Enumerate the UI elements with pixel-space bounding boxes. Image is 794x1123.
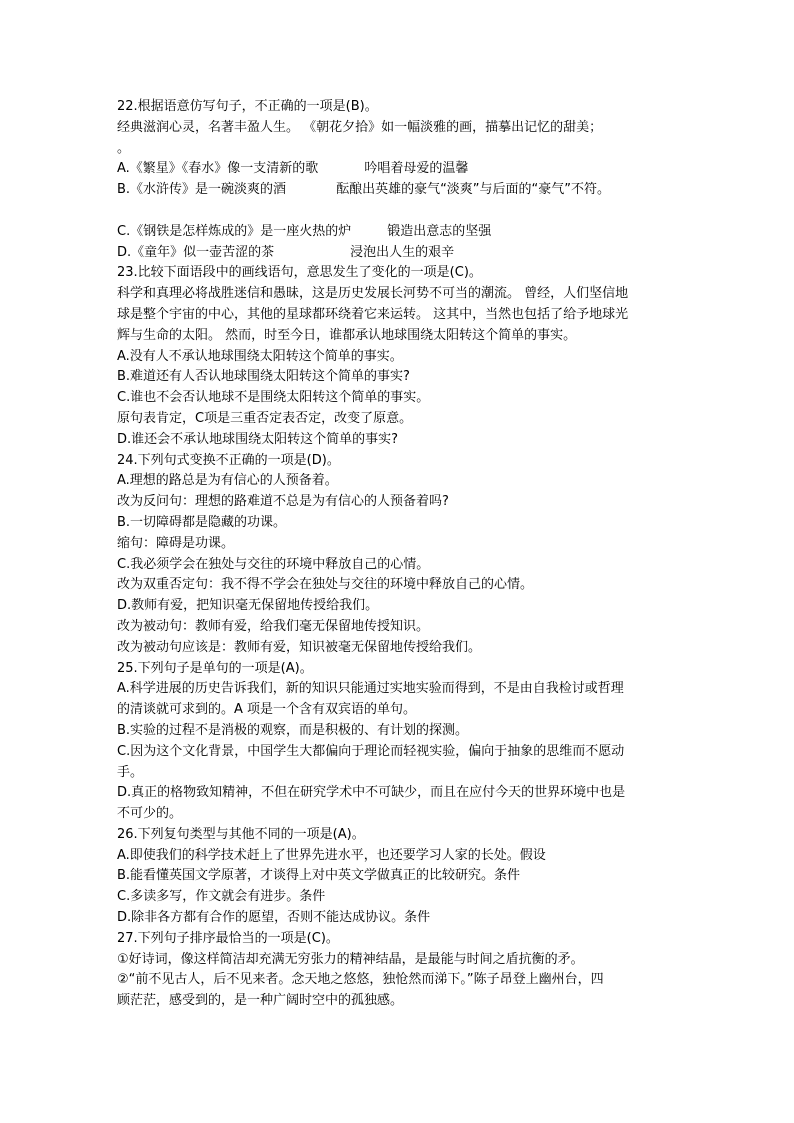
question-25-option-d-cont: 不可少的。	[117, 806, 183, 822]
blank-line	[117, 201, 687, 222]
question-24-option-a-transform: 改为反问句：理想的路难道不总是为有信心的人预备着吗?	[117, 494, 449, 510]
question-23-stem: 23.比较下面语段中的画线语句，意思发生了变化的一项是(C)。	[117, 265, 482, 281]
question-23-passage-line: 辉与生命的太阳。 然而，时至今日，谁都承认地球围绕太阳转这个简单的事实。	[117, 327, 577, 343]
option-d-part1: D.《童年》似一壶苦涩的茶	[117, 244, 275, 260]
question-22-option-c	[117, 222, 687, 243]
question-22-option-a	[117, 159, 687, 180]
option-b-part2: 酝酿出英雄的豪气“淡爽”与后面的“豪气”不符。	[336, 182, 611, 198]
question-25-stem: 25.下列句子是单句的一项是(A)。	[117, 660, 313, 676]
option-a-part2: 吟唱着母爱的温馨	[364, 161, 469, 177]
question-24-option-d: D.教师有爱，把知识毫无保留地传授给我们。	[117, 598, 379, 614]
question-22-option-b	[117, 180, 687, 201]
question-22-prompt-end: 。	[117, 140, 131, 156]
question-25-option-a-cont: 的清谈就可求到的。A 项是一个含有双宾语的单句。	[117, 702, 417, 718]
option-c-part2: 锻造出意志的坚强	[387, 223, 492, 239]
question-26-option-d: D.除非各方都有合作的愿望，否则不能达成协议。条件	[117, 910, 431, 926]
question-26-stem: 26.下列复句类型与其他不同的一项是(A)。	[117, 826, 365, 842]
question-24-stem: 24.下列句式变换不正确的一项是(D)。	[117, 452, 340, 468]
question-24-option-c-transform: 改为双重否定句：我不得不学会在独处与交往的环境中释放自己的心情。	[117, 577, 534, 593]
question-22-stem: 22.根据语意仿写句子，不正确的一项是(B)。	[117, 99, 378, 114]
question-26-option-a: A.即使我们的科学技术赶上了世界先进水平，也还要学习人家的长处。假设	[117, 847, 546, 863]
question-27-sentence-2: ②“前不见古人，后不见来者。念天地之悠悠，独怆然而涕下。”陈子昂登上幽州台，四	[117, 972, 604, 988]
question-26-option-b: B.能看懂英国文学原著，才谈得上对中英文学做真正的比较研究。条件	[117, 868, 521, 884]
question-25-option-c: C.因为这个文化背景，中国学生大都偏向于理论而轻视实验，偏向于抽象的思维而不愿动	[117, 743, 625, 759]
question-22-option-d	[117, 243, 687, 264]
option-d-part2: 浸泡出人生的艰辛	[350, 244, 455, 260]
question-27-sentence-2-cont: 顾茫茫，感受到的，是一种广阔时空中的孤独感。	[117, 993, 404, 1009]
question-23-option-b: B.难道还有人否认地球围绕太阳转这个简单的事实?	[117, 369, 410, 385]
option-c-part1: C.《钢铁是怎样炼成的》是一座火热的炉	[117, 223, 352, 239]
question-23-option-d: D.谁还会不承认地球围绕太阳转这个简单的事实?	[117, 431, 399, 447]
question-25-option-d: D.真正的格物致知精神，不但在研究学术中不可缺少，而且在应付今天的世界环境中也是	[117, 785, 626, 801]
question-27-stem: 27.下列句子排序最恰当的一项是(C)。	[117, 930, 339, 946]
question-25-option-c-cont: 手。	[117, 764, 144, 780]
question-23-explanation: 原句表肯定，C项是三重否定表否定，改变了原意。	[117, 410, 413, 426]
question-25-option-b: B.实验的过程不是消极的观察，而是积极的、有计划的探测。	[117, 722, 469, 738]
question-24-option-a: A.理想的路总是为有信心的人预备着。	[117, 473, 338, 489]
question-24-option-d-transform: 改为被动句：教师有爱，给我们毫无保留地传授知识。	[117, 618, 430, 634]
question-23-option-c: C.谁也不会否认地球不是围绕太阳转这个简单的事实。	[117, 390, 430, 406]
question-22-prompt: 经典滋润心灵，名著丰盈人生。 《朝花夕拾》如一幅淡雅的画，描摹出记忆的甜美；	[117, 119, 603, 135]
document-page	[117, 97, 687, 1012]
question-25-option-a: A.科学进展的历史告诉我们，新的知识只能通过实地实验而得到，不是由自我检讨或哲理	[117, 681, 624, 697]
question-24-option-b: B.一切障碍都是隐藏的功课。	[117, 514, 287, 530]
question-23-passage-line: 球是整个宇宙的中心，其他的星球都环绕着它来运转。 这其中，当然也包括了给予地球光	[117, 306, 629, 322]
question-27-sentence-1: ①好诗词，像这样简洁却充满无穷张力的精神结晶，是最能与时间之盾抗衡的矛。	[117, 951, 584, 967]
question-26-option-c: C.多读多写，作文就会有进步。条件	[117, 889, 326, 905]
option-b-part1: B.《水浒传》是一碗淡爽的酒	[117, 182, 287, 198]
question-24-option-c: C.我必须学会在独处与交往的环境中释放自己的心情。	[117, 556, 430, 572]
question-23-option-a: A.没有人不承认地球围绕太阳转这个简单的事实。	[117, 348, 403, 364]
option-a-part1: A.《繁星》《春水》像一支清新的歌	[117, 161, 319, 177]
question-23-passage-line: 科学和真理必将战胜迷信和愚昧，这是历史发展长河势不可当的潮流。 曾经，人们坚信地	[117, 286, 629, 302]
question-24-explanation: 改为被动句应该是：教师有爱，知识被毫无保留地传授给我们。	[117, 639, 482, 655]
question-24-option-b-transform: 缩句：障碍是功课。	[117, 535, 235, 551]
